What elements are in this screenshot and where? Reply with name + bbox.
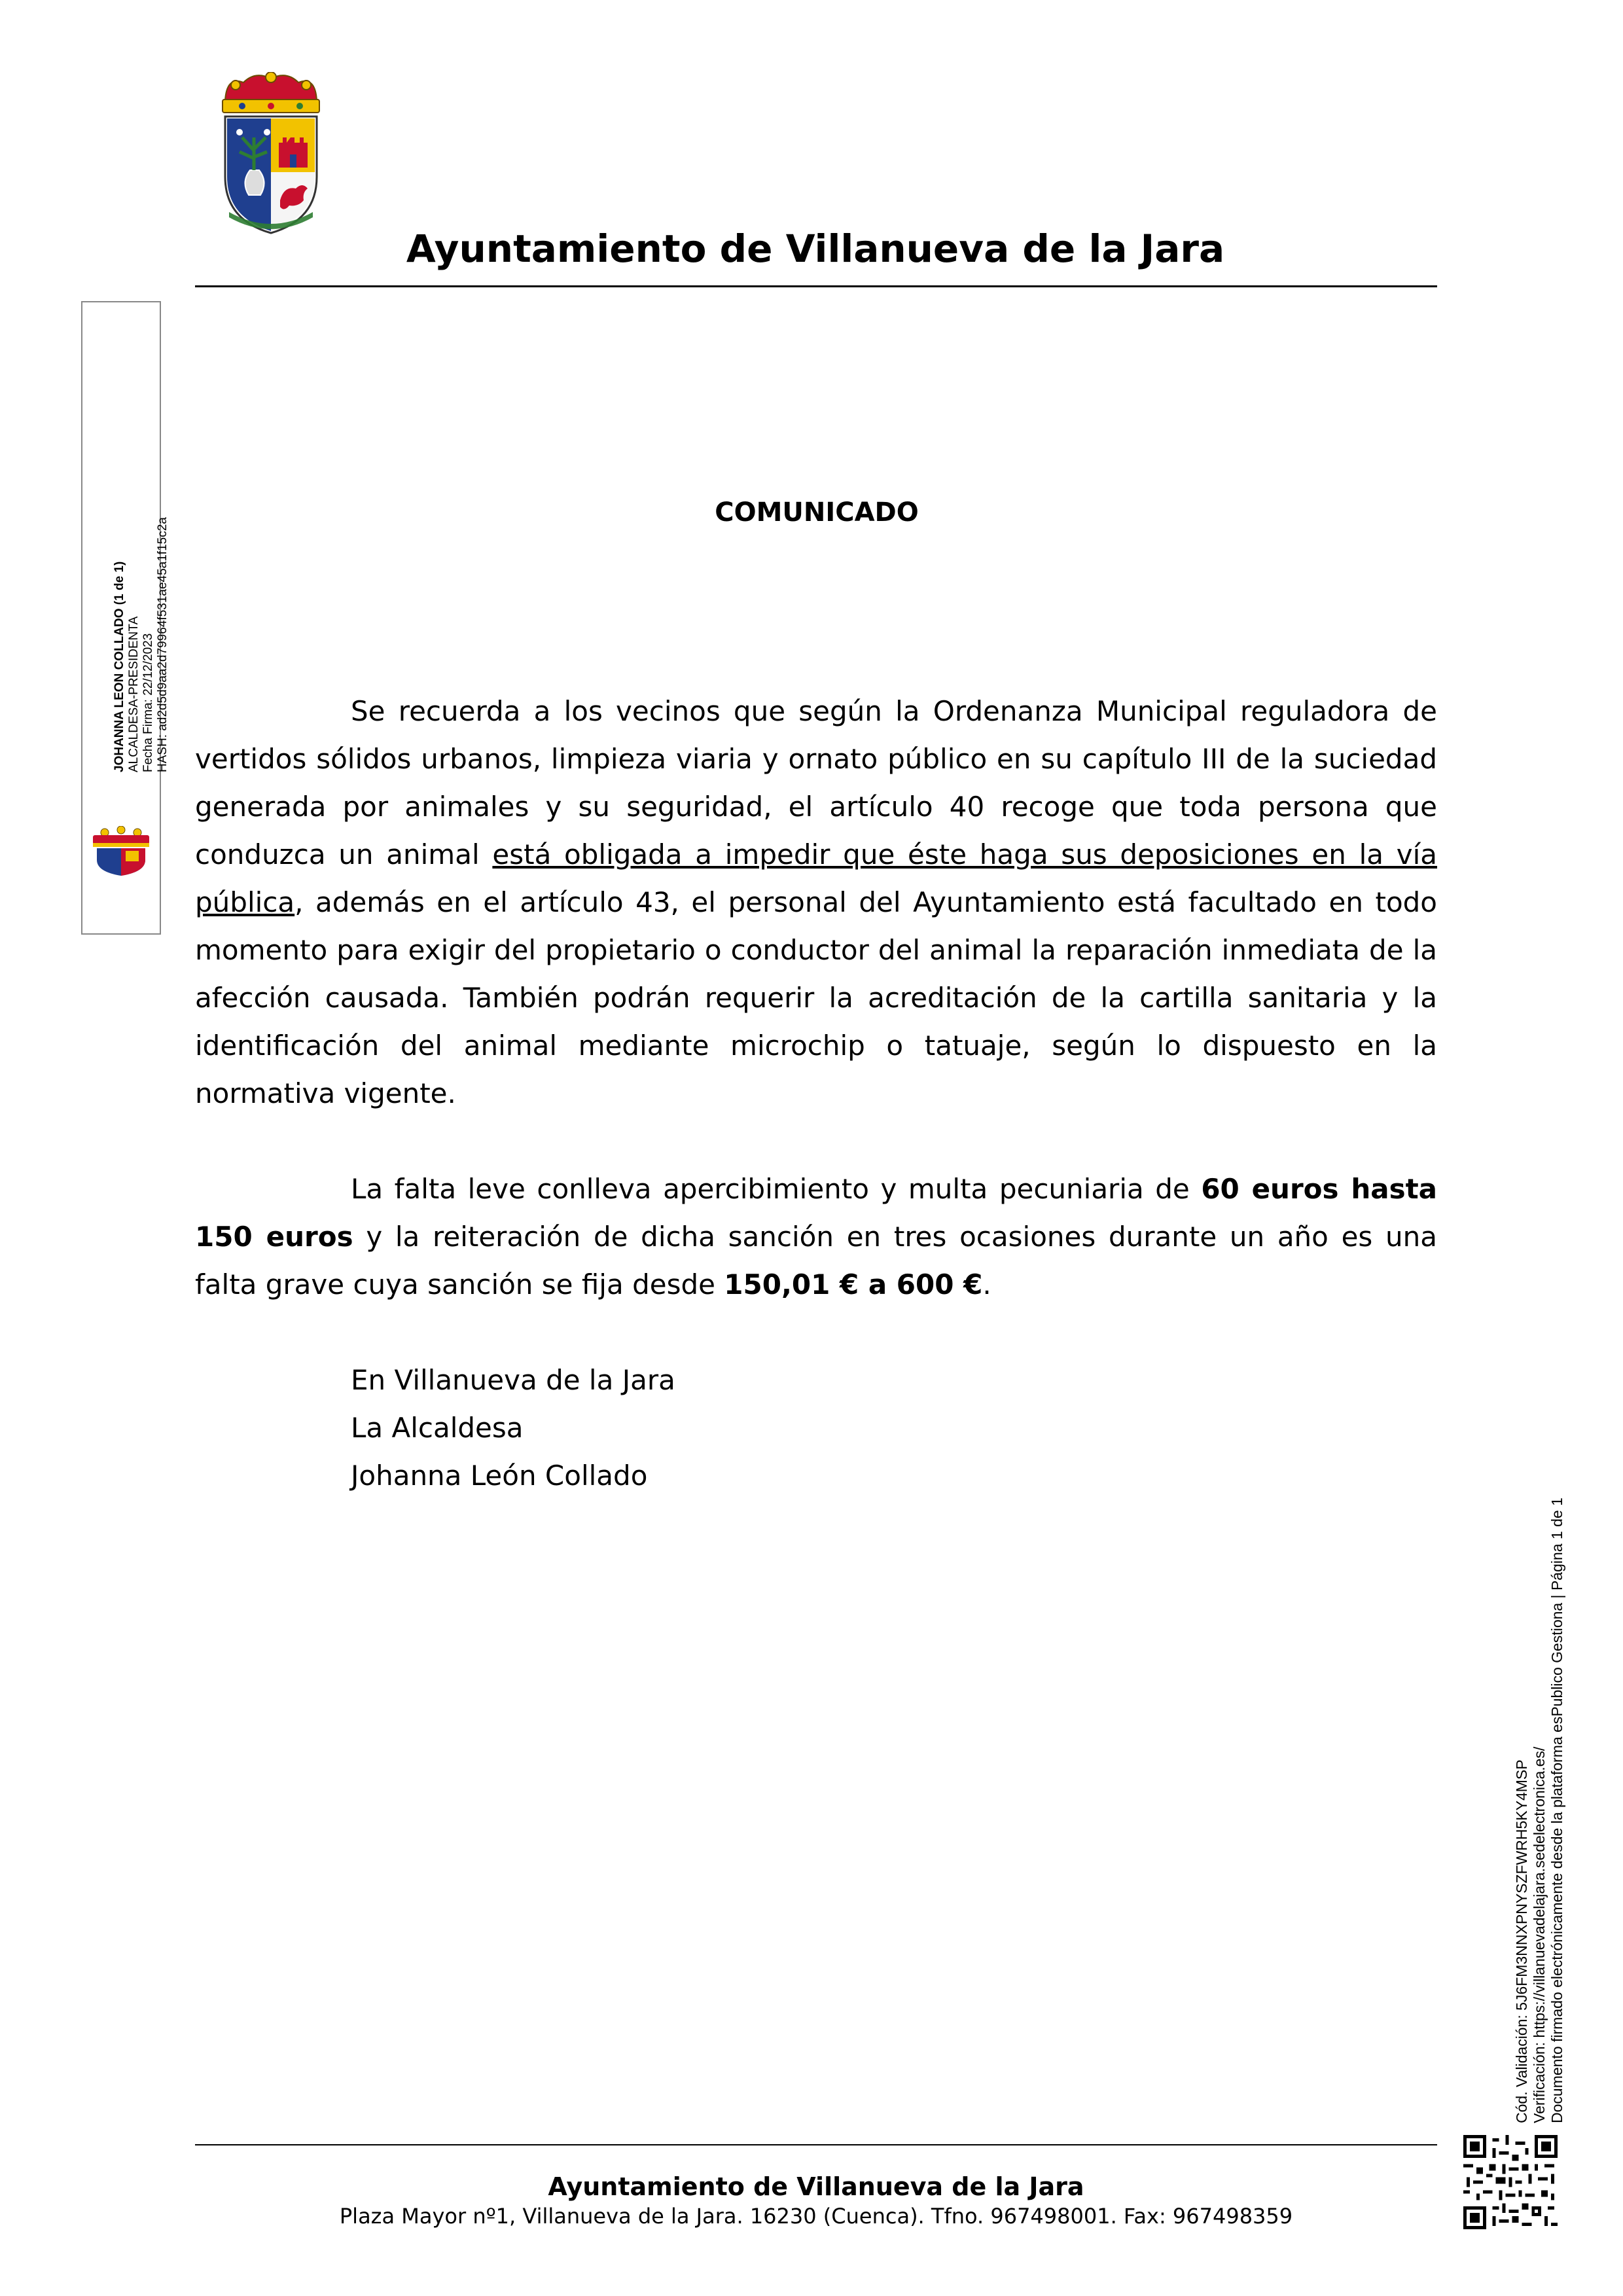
document-heading: COMUNICADO <box>715 497 919 528</box>
paragraph-text: , además en el artículo 43, el personal del Ayuntamiento está facultado en todo momento para exigir del propietario o conductor del animal la reparación inmediata de la afección causada. También podrán requerir la acreditación de la cartilla sanitaria y la identificación del animal mediante microchip o tatuaje, según lo dispuesto en la normativa vigente. <box>195 886 1437 1109</box>
verification-block <box>1513 1436 1566 2123</box>
closing-place: En Villanueva de la Jara <box>351 1364 675 1396</box>
organization-title: Ayuntamiento de Villanueva de la Jara <box>406 226 1225 271</box>
document-body <box>195 687 1437 1308</box>
signature-hash: HASH: ad2d5d9aa2d79964f531ae45a1f15c2a <box>156 517 169 772</box>
closing-name: Johanna León Collado <box>351 1460 648 1492</box>
paragraph-text: La falta leve conlleva apercibimiento y multa pecuniaria de <box>351 1173 1202 1205</box>
serious-fine-amount: 150,01 € a 600 € <box>724 1268 983 1300</box>
header-rule <box>195 285 1437 287</box>
validation-code: Cód. Validación: 5J6FM3NNXPNYSZFWRH5KY4MSP <box>1513 1759 1530 2123</box>
paragraph-text: . <box>982 1268 991 1300</box>
footer-address: Plaza Mayor nº1, Villanueva de la Jara. 16230 (Cuenca). Tfno. 967498001. Fax: 967498359 <box>339 2204 1293 2229</box>
closing-title: La Alcaldesa <box>351 1412 524 1444</box>
minor-fine-amount: 60 euros hasta 150 euros <box>195 1173 1437 1253</box>
platform-note: Documento firmado electrónicamente desde la plataforma esPublico Gestiona | Página 1 de 1 <box>1548 1498 1565 2123</box>
signature-stamp-text <box>113 478 170 772</box>
qr-code-icon <box>1463 2135 1558 2229</box>
signature-date: Fecha Firma: 22/12/2023 <box>141 633 155 772</box>
closing-signature <box>351 1356 675 1499</box>
footer-rule <box>195 2144 1437 2145</box>
paragraph-text: Se recuerda a los vecinos que según la Ordenanza Municipal reguladora de vertidos sólidos urbanos, limpieza viaria y ornato público en su capítulo III de la suciedad generada por animales y su seguridad, el artículo 40 recoge que toda persona que conduzca un animal <box>195 695 1437 870</box>
paragraph-sanctions <box>195 1165 1437 1308</box>
paragraph-text: y la reiteración de dicha sanción en tres ocasiones durante un año es una falta grave cuya sanción se fija desde <box>195 1221 1437 1300</box>
underlined-obligation: está obligada a impedir que éste haga sus deposiciones en la vía pública <box>195 838 1437 918</box>
municipal-coat-of-arms <box>216 72 326 236</box>
footer-organization: Ayuntamiento de Villanueva de la Jara <box>548 2172 1084 2201</box>
signer-role: ALCALDESA-PRESIDENTA <box>127 616 141 772</box>
signer-name: JOHANNA LEON COLLADO (1 de 1) <box>113 561 126 772</box>
stamp-crest-icon <box>90 826 152 876</box>
verification-url: Verificación: https://villanuevadelajara.sedelectronica.es/ <box>1531 1746 1548 2123</box>
paragraph-ordinance <box>195 687 1437 1117</box>
